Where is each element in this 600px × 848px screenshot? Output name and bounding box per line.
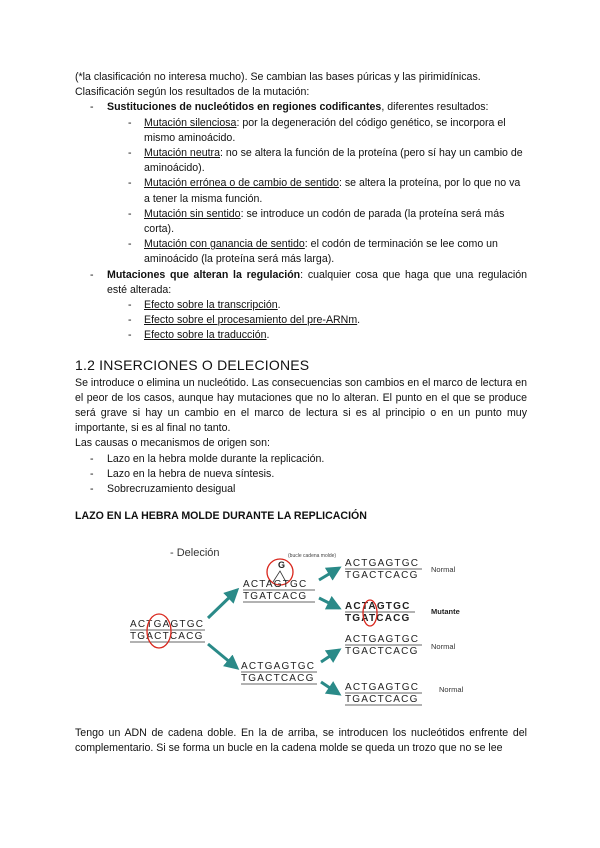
deletion-diagram bbox=[75, 538, 527, 718]
term: Mutación neutra bbox=[144, 147, 220, 160]
list-item: - Efecto sobre la transcripción. bbox=[75, 298, 527, 313]
loop-base: G bbox=[278, 560, 286, 570]
arrow bbox=[321, 650, 339, 662]
definition: : el codón de terminación se lee como un aminoácido (la proteína será más larga). bbox=[144, 238, 498, 266]
item-text: , diferentes resultados: bbox=[381, 101, 489, 114]
upper-bottom-strand: TGATCACG bbox=[243, 591, 308, 602]
list-item bbox=[75, 146, 527, 176]
document-page bbox=[75, 70, 527, 522]
out2-top-strand: ACTAGTGC bbox=[345, 601, 411, 612]
arrow bbox=[321, 682, 339, 694]
term: Mutación con ganancia de sentido bbox=[144, 238, 305, 251]
origin-top-strand: ACTGAGTGC bbox=[130, 619, 205, 630]
term: Efecto sobre el procesamiento del pre-ARNm bbox=[144, 314, 358, 327]
outcome-label: Normal bbox=[439, 685, 464, 694]
term: Mutación errónea o de cambio de sentido bbox=[144, 177, 339, 190]
list-item bbox=[75, 176, 527, 206]
section-paragraph: Se introduce o elimina un nucleótido. Las consecuencias son cambios en el marco de lectura en el peor de los casos, aunque hay mutaciones que no lo alteran. El punto en el que se produce será grave si hay un cambio en el marco de lectura si es al principio o en un punto muy importante, si es al final no tanto. bbox=[75, 376, 527, 435]
list-item bbox=[75, 100, 527, 267]
item-title: Sustituciones de nucleótidos en regiones codificantes bbox=[107, 101, 382, 114]
sublist bbox=[75, 116, 527, 268]
outcome-label: Mutante bbox=[431, 607, 460, 616]
term: Mutación silenciosa bbox=[144, 116, 237, 129]
arrow bbox=[208, 644, 237, 668]
causes-list bbox=[75, 452, 527, 498]
term: Mutación sin sentido bbox=[144, 207, 241, 220]
term: Efecto sobre la traducción bbox=[144, 329, 267, 342]
arrow bbox=[319, 568, 339, 580]
list-item bbox=[75, 207, 527, 237]
figure-title: - Deleción bbox=[170, 547, 220, 559]
out1-top-strand: ACTGAGTGC bbox=[345, 558, 420, 569]
definition: : por la degeneración del código genético, se incorpora el mismo aminoácido. bbox=[144, 116, 506, 144]
lower-top-strand: ACTGAGTGC bbox=[241, 661, 316, 672]
item-text: : cualquier cosa que haga que una regulación esté alterada: bbox=[107, 268, 528, 296]
definition: : se altera la proteína, por lo que no va a tener la misma función. bbox=[144, 177, 521, 205]
out4-bottom-strand: TGACTCACG bbox=[345, 694, 419, 705]
list-item bbox=[75, 116, 527, 146]
out1-bottom-strand: TGACTCACG bbox=[345, 570, 419, 581]
lower-bottom-strand: TGACTCACG bbox=[241, 673, 315, 684]
loop-label: (bucle cadena molde) bbox=[288, 553, 337, 559]
out4-top-strand: ACTGAGTGC bbox=[345, 682, 420, 693]
intro-line: Clasificación según los resultados de la mutación: bbox=[75, 86, 310, 99]
list-item: - Sobrecruzamiento desigual bbox=[75, 482, 527, 497]
closing-paragraph: Tengo un ADN de cadena doble. En la de arriba, se introducen los nucleótidos enfrente del complementario. Si se forma un bucle en la cadena molde se queda un trozo que no se lee bbox=[75, 727, 527, 755]
causes-label: Las causas o mecanismos de origen son: bbox=[75, 437, 270, 450]
term: Efecto sobre la transcripción bbox=[144, 299, 278, 312]
list-item: - Efecto sobre el procesamiento del pre-ARNm. bbox=[75, 313, 527, 328]
out3-top-strand: ACTGAGTGC bbox=[345, 634, 420, 645]
list-item bbox=[75, 268, 527, 344]
subheading: LAZO EN LA HEBRA MOLDE DURANTE LA REPLICACIÓN bbox=[75, 510, 367, 523]
out2-bottom-strand: TGATCACG bbox=[345, 613, 411, 624]
list-item: - Lazo en la hebra molde durante la replicación. bbox=[75, 452, 527, 467]
list-item: - Lazo en la hebra de nueva síntesis. bbox=[75, 467, 527, 482]
list-item bbox=[75, 237, 527, 267]
item-title: Mutaciones que alteran la regulación bbox=[107, 268, 301, 281]
section-heading: 1.2 INSERCIONES O DELECIONES bbox=[75, 356, 310, 373]
outcome-label: Normal bbox=[431, 642, 456, 651]
out3-bottom-strand: TGACTCACG bbox=[345, 646, 419, 657]
arrow bbox=[319, 598, 339, 608]
definition: : se introduce un codón de parada (la proteína será más corta). bbox=[144, 207, 505, 236]
intro-line: (*la clasificación no interesa mucho). Se cambian las bases púricas y las pirimidínicas. bbox=[75, 71, 481, 83]
definition: : no se altera la función de la proteína (pero sí hay un cambio de aminoácido). bbox=[144, 147, 523, 175]
sublist bbox=[75, 298, 527, 344]
origin-bottom-strand: TGACTCACG bbox=[130, 631, 204, 642]
outcome-label: Normal bbox=[431, 565, 456, 574]
mutation-types-list bbox=[75, 100, 527, 343]
arrow bbox=[208, 590, 237, 618]
list-item: - Efecto sobre la traducción. bbox=[75, 328, 527, 343]
upper-top-strand: ACTAGTGC bbox=[243, 579, 308, 590]
